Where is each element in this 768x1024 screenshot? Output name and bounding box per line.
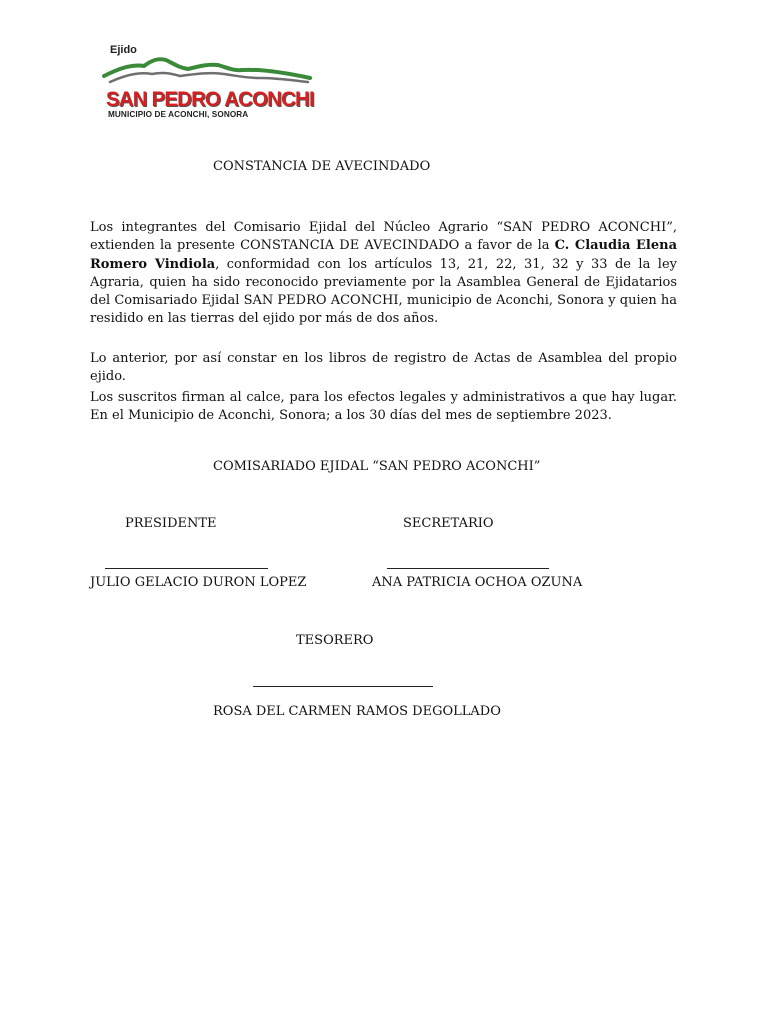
treasurer-name: ROSA DEL CARMEN RAMOS DEGOLLADO	[213, 704, 501, 719]
treasurer-role: TESORERO	[296, 633, 374, 648]
logo-ejido-label: Ejido	[110, 44, 137, 56]
president-name: JULIO GELACIO DURON LOPEZ	[90, 575, 307, 590]
president-role: PRESIDENTE	[125, 516, 217, 531]
ejido-logo	[100, 42, 314, 124]
paragraph-main-body: , conformidad con los artículos 13, 21, 22, 31, 32 y 33 de la ley Agraria, quien ha sido reconocido previamente por la Asamblea General de Ejidatarios del Comisariado Ejidal SAN PEDRO ACONCHI, municipio de Aconchi, Sonora y quien ha residido en las tierras del ejido por más de dos años.	[90, 256, 677, 327]
secretary-name: ANA PATRICIA OCHOA OZUNA	[372, 575, 583, 590]
logo-brand-name: SAN PEDRO ACONCHI	[106, 88, 314, 111]
document-title: CONSTANCIA DE AVECINDADO	[213, 159, 431, 174]
paragraph-registry: Lo anterior, por así constar en los libros de registro de Actas de Asamblea del propio ejido.	[90, 351, 677, 385]
president-signature-line	[105, 568, 268, 569]
secretary-signature-line	[387, 568, 549, 569]
treasurer-signature-line	[253, 686, 433, 687]
committee-heading: COMISARIADO EJIDAL “SAN PEDRO ACONCHI”	[213, 459, 541, 474]
logo-municipality: MUNICIPIO DE ACONCHI, SONORA	[108, 110, 249, 119]
paragraph-main	[90, 219, 677, 329]
paragraph-main-intro: Los integrantes del Comisario Ejidal del Núcleo Agrario “SAN PEDRO ACONCHI”, extienden la presente CONSTANCIA DE AVECINDADO a favor de la	[90, 220, 677, 254]
beneficiary-name: C. Claudia Elena Romero Vindiola	[90, 238, 677, 272]
paragraph-signing: Los suscritos firman al calce, para los efectos legales y administrativos a que hay lugar. En el Municipio de Aconchi, Sonora; a los 30 días del mes de septiembre 2023.	[90, 390, 677, 424]
secretary-role: SECRETARIO	[403, 516, 494, 531]
